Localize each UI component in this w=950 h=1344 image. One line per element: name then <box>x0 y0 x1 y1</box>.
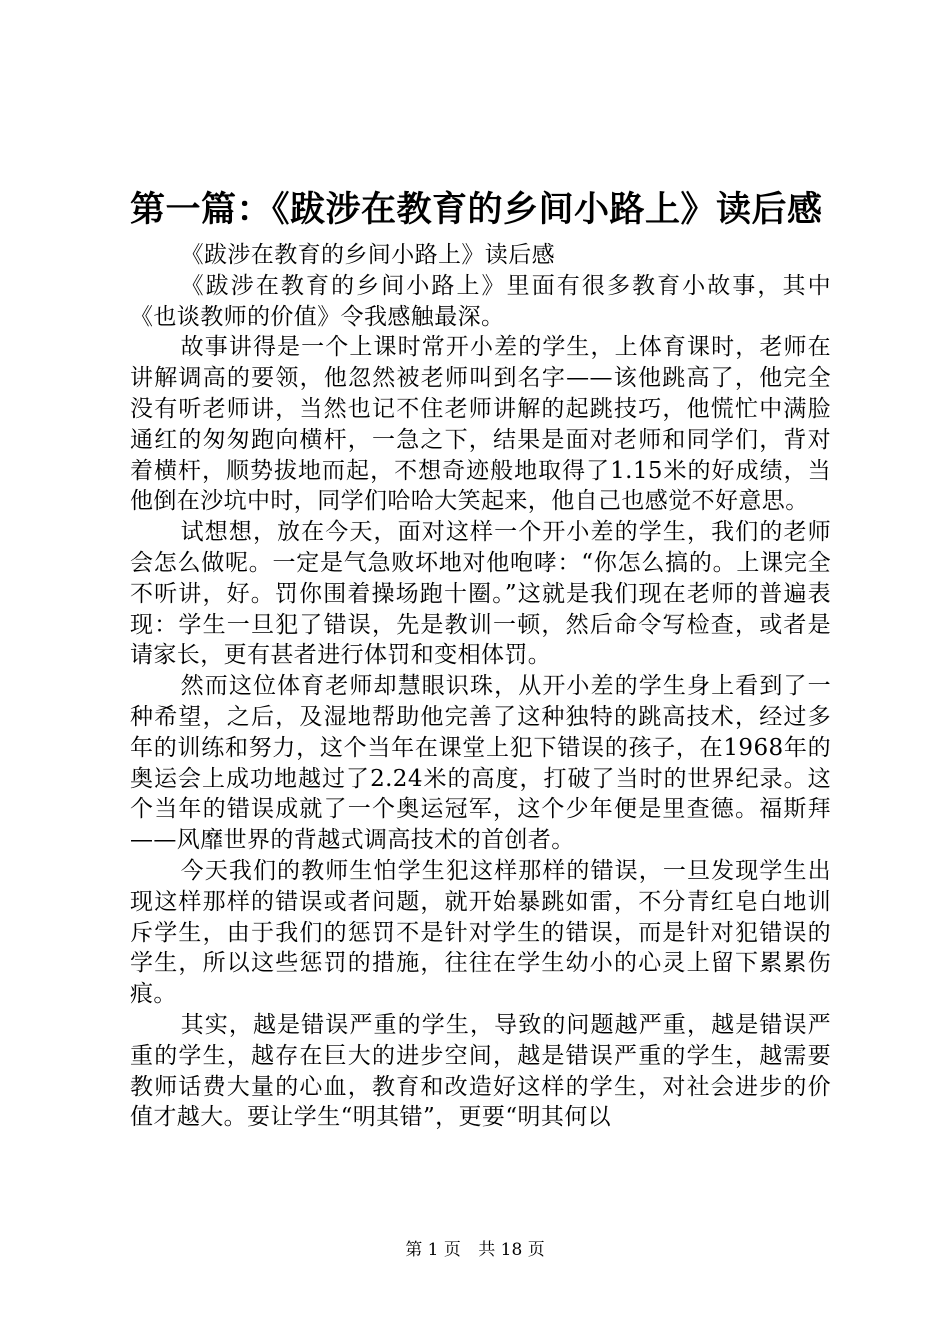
paragraph-reflection: 试想想，放在今天，面对这样一个开小差的学生，我们的老师会怎么做呢。一定是气急败坏地对他咆哮：“你怎么搞的。上课完全不听讲，好。罚你围着操场跑十圈。”这就是我们现在老师的普遍表现：学生一旦犯了错误，先是教训一顿，然后命令写检查，或者是请家长，更有甚者进行体罚和变相体罚。 <box>130 519 831 669</box>
subtitle-paragraph: 《跋涉在教育的乡间小路上》读后感 <box>180 242 555 268</box>
paragraph-teacher-insight: 然而这位体育老师却慧眼识珠，从开小差的学生身上看到了一种希望，之后，及湿地帮助他完善了这种独特的跳高技术，经过多年的训练和努力，这个当年在课堂上犯下错误的孩子，在1968年的奥运会上成功地越过了2.24米的高度，打破了当时的世界纪录。这个当年的错误成就了一个奥运冠军，这个少年便是里查德。福斯拜——风靡世界的背越式调高技术的首创者。 <box>130 673 831 854</box>
page-footer <box>0 1238 950 1262</box>
paragraph-today: 今天我们的教师生怕学生犯这样那样的错误，一旦发现学生出现这样那样的错误或者问题，就开始暴跳如雷，不分青红皂白地训斥学生，由于我们的惩罚不是针对学生的错误，而是针对犯错误的学生，所以这些惩罚的措施，往往在学生幼小的心灵上留下累累伤痕。 <box>130 857 831 1008</box>
paragraph-intro: 《跋涉在教育的乡间小路上》里面有很多教育小故事，其中《也谈教师的价值》令我感触最深。 <box>130 272 831 330</box>
document-title: 第一篇：《跋涉在教育的乡间小路上》读后感 <box>130 190 823 230</box>
page-number: 第 1 页 <box>405 1240 461 1260</box>
document-body <box>130 240 831 1133</box>
paragraph-story: 故事讲得是一个上课时常开小差的学生，上体育课时，老师在讲解调高的要领，他忽然被老师叫到名字——该他跳高了，他完全没有听老师讲，当然也记不住老师讲解的起跳技巧，他慌忙中满脸通红的匆匆跑向横杆，一急之下，结果是面对老师和同学们，背对着横杆，顺势拔地而起，不想奇迹般地取得了1.15米的好成绩，当他倒在沙坑中时，同学们哈哈大笑起来，他自己也感觉不好意思。 <box>130 334 831 515</box>
page-total: 共 18 页 <box>478 1240 545 1260</box>
paragraph-conclusion: 其实，越是错误严重的学生，导致的问题越严重，越是错误严重的学生，越存在巨大的进步空间，越是错误严重的学生，越需要教师话费大量的心血，教育和改造好这样的学生，对社会进步的价值才越大。要让学生“明其错”，更要“明其何以 <box>130 1011 831 1131</box>
